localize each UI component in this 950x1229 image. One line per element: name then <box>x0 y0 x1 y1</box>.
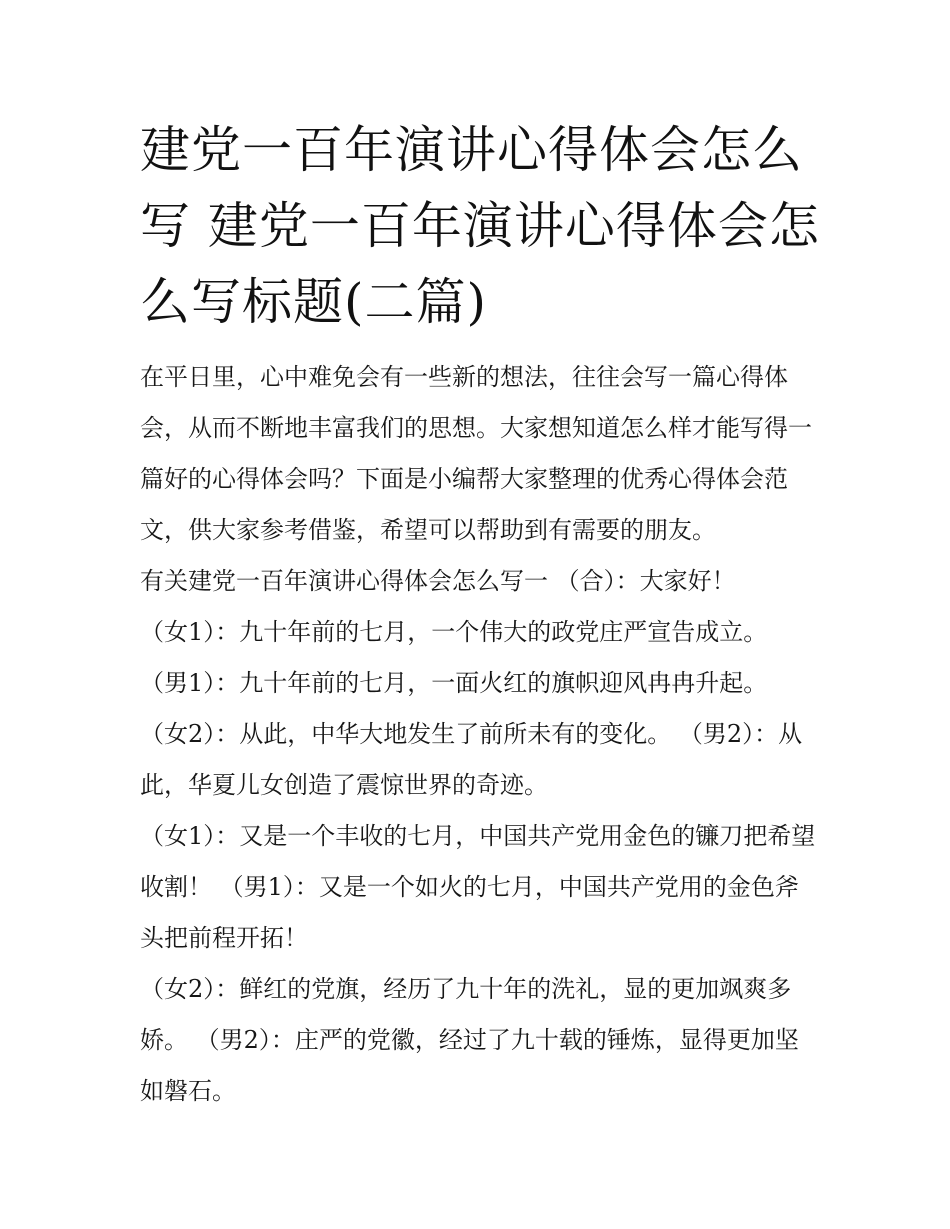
paragraph-intro: 在平日里，心中难免会有一些新的想法，往往会写一篇心得体会，从而不断地丰富我们的思想。大家想知道怎么样才能写得一篇好的心得体会吗？下面是小编帮大家整理的优秀心得体会范文，供大家参考借鉴，希望可以帮助到有需要的朋友。 <box>140 363 812 544</box>
paragraph-line: （男1）：九十年前的七月，一面火红的旗帜迎风冉冉升起。 <box>140 669 768 697</box>
paragraph-line: （女2）：鲜红的党旗，经历了九十年的洗礼，显的更加飒爽多娇。 （男2）：庄严的党徽，经过了九十载的锤炼，显得更加坚如磐石。 <box>140 975 799 1105</box>
document-title: 建党一百年演讲心得体会怎么写 建党一百年演讲心得体会怎么写标题(二篇) <box>140 121 820 331</box>
paragraph-line: （女2）：从此，中华大地发生了前所未有的变化。 （男2）：从此，华夏儿女创造了震惊世界的奇迹。 <box>140 720 803 799</box>
document-body <box>140 352 820 1117</box>
paragraph-line: （女1）：又是一个丰收的七月，中国共产党用金色的镰刀把希望收割！ （男1）：又是一个如火的七月，中国共产党用的金色斧头把前程开拓！ <box>140 822 816 952</box>
paragraph-heading-line: 有关建党一百年演讲心得体会怎么写一 （合）：大家好！ <box>140 567 736 595</box>
paragraph-line: （女1）：九十年前的七月，一个伟大的政党庄严宣告成立。 <box>140 618 768 646</box>
